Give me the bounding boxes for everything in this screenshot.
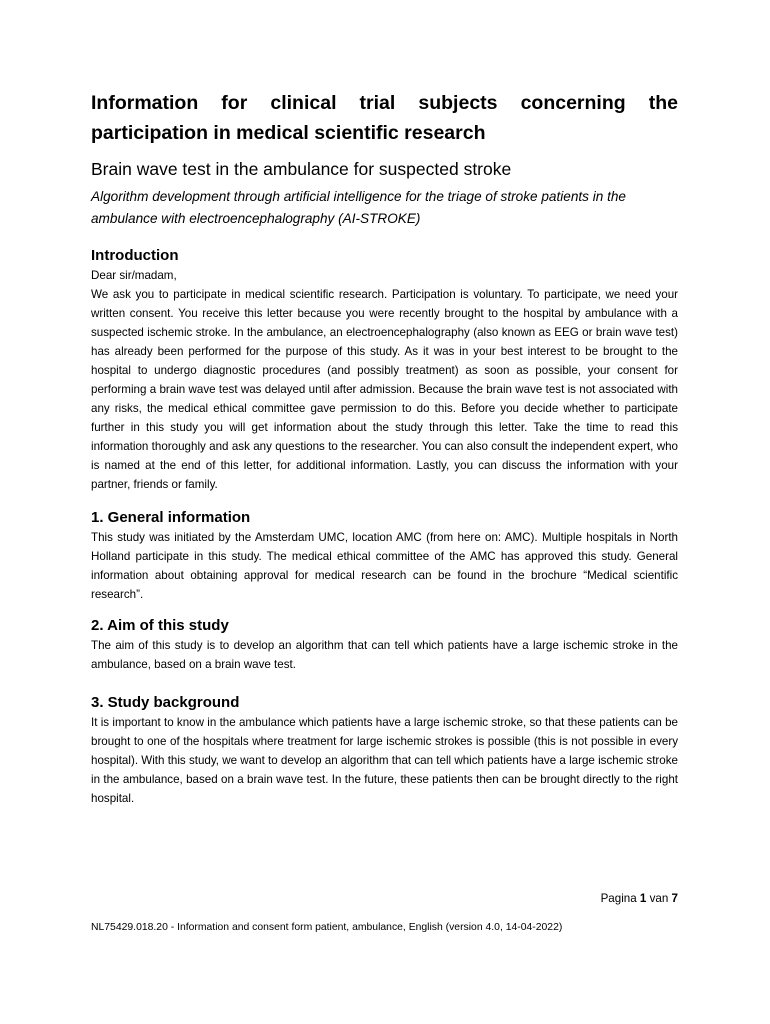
page-number-prefix: Pagina [600,892,637,905]
page-number [601,892,678,905]
page-number-total: 7 [671,892,678,905]
introduction-heading: Introduction [91,247,179,264]
section-paragraph-aim: The aim of this study is to develop an algorithm that can tell which patients have a large ischemic stroke in the ambulance, based on a brain wave test. [91,639,678,671]
study-full-title: Algorithm development through artificial intelligence for the triage of stroke patients in the ambulance with electroencephalography (AI-STROKE) [91,189,626,226]
section-heading-general-information: 1. General information [91,509,251,526]
page-number-separator: van [649,892,669,905]
document-subtitle: Brain wave test in the ambulance for suspected stroke [91,159,512,179]
document-title: Information for clinical trial subjects concerning the participation in medical scientific research [91,92,678,144]
introduction-paragraph: We ask you to participate in medical scientific research. Participation is voluntary. To participate, we need your written consent. You receive this letter because you were recently brought to the hospital by ambulance with a suspected ischemic stroke. In the ambulance, an electroencephalography (also known as EEG or brain wave test) has already been performed for the purpose of this study. As it was in your best interest to be brought to the hospital to undergo diagnostic procedures (and possibly treatment) as soon as possible, your consent for performing a brain wave test was delayed until after admission. Because the brain wave test is not associated with any risks, the medical ethical committee gave permission to do this. Before you decide whether to participate further in this study you will get information about the study through this letter. Take the time to read this information thoroughly and ask any questions to the researcher. You can also consult the independent expert, who is named at the end of this letter, for additional information. Lastly, you can discuss the information with your partner, friends or family. [91,288,678,491]
document-page [91,88,678,808]
page-number-current: 1 [639,892,647,905]
section-paragraph-background: It is important to know in the ambulance which patients have a large ischemic stroke, so that these patients can be brought to one of the hospitals where treatment for large ischemic strokes is possible (this is not possible in every hospital). With this study, we want to develop an algorithm that can tell which patients have a large ischemic stroke in the ambulance, based on a brain wave test. In the future, these patients then can be brought directly to the right hospital. [91,716,678,805]
greeting: Dear sir/madam, [91,269,177,282]
section-paragraph-general-information: This study was initiated by the Amsterdam UMC, location AMC (from here on: AMC). Multiple hospitals in North Holland participate in this study. The medical ethical committee of the AMC has approved this study. General information about obtaining approval for medical research can be found in the brochure “Medical scientific research”. [91,531,678,601]
document-footer: NL75429.018.20 - Information and consent form patient, ambulance, English (version 4.0, 14-04-2022) [91,922,563,933]
section-heading-background: 3. Study background [91,694,240,711]
section-heading-aim: 2. Aim of this study [91,617,229,634]
